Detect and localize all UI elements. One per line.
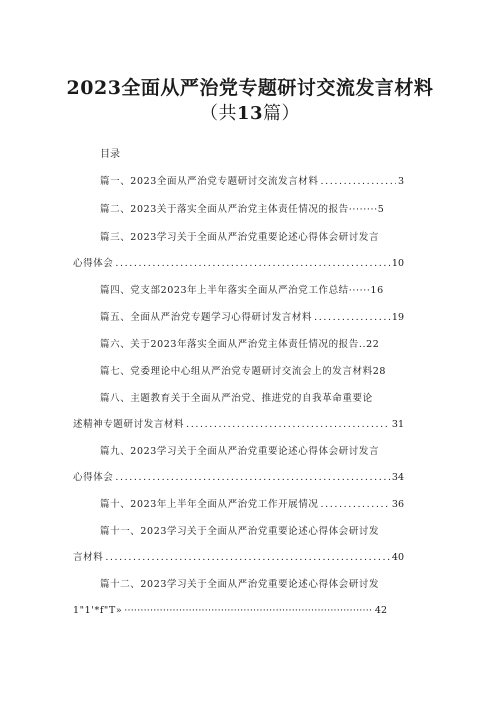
toc-entry-text: 篇七、党委理论中心组从严治党专题研讨交流会上的发言材料28: [100, 366, 386, 377]
toc-entry-12-line1[interactable]: [100, 578, 404, 592]
toc-entry-11-line1[interactable]: [100, 525, 404, 539]
toc-entry-text: 述精神专题研讨发言材料: [73, 419, 185, 430]
toc-entry-text: 篇六、关于2023年落实全面从严治党主体责任情况的报告..22: [100, 339, 380, 350]
toc-entry-text: 篇一、2023全面从严治党专题研讨交流发言材料: [100, 176, 319, 187]
toc-entry-6[interactable]: [100, 338, 404, 352]
toc-page-number: 31: [391, 419, 404, 430]
subtitle-count: 13: [236, 103, 264, 124]
toc-page-number: 34: [391, 472, 404, 483]
toc-entry-8-line1[interactable]: [100, 392, 404, 406]
toc-entry-text: 篇二、2023关于落实全面从严治党主体责任情况的报告········5: [100, 204, 385, 215]
toc-entry-2[interactable]: [100, 203, 404, 217]
subtitle-close: 篇）: [263, 103, 301, 124]
toc-entry-text: 篇十一、2023学习关于全面从严治党重要论述心得体会研讨发: [100, 526, 380, 537]
toc-entry-text: 篇五、全面从严治党专题学习心得研讨发言材料: [100, 312, 313, 323]
toc-page-number: 3: [397, 176, 404, 187]
toc-entry-text: 1"1'*f"T»: [73, 605, 123, 616]
toc-leader-dots: [124, 604, 373, 618]
toc-page-number: 10: [391, 258, 404, 269]
toc-entry-3-line1[interactable]: [100, 231, 404, 245]
toc-entry-12-line2[interactable]: [73, 604, 387, 618]
toc-page-number: 42: [374, 605, 387, 616]
toc-entry-text: 篇十二、2023学习关于全面从严治党重要论述心得体会研讨发: [100, 579, 380, 590]
toc-entry-9-line1[interactable]: [100, 445, 404, 459]
toc-entry-text: 心得体会: [73, 258, 114, 269]
toc-entry-4[interactable]: [100, 284, 404, 298]
toc-leader-dots: [320, 498, 389, 512]
toc-leader-dots: [186, 418, 390, 432]
toc-entry-text: 心得体会: [73, 472, 114, 483]
toc-entry-text: 言材料: [73, 552, 104, 563]
toc-entry-text: 篇九、2023学习关于全面从严治党重要论述心得体会研讨发言: [100, 446, 380, 457]
document-subtitle: [0, 102, 500, 126]
toc-leader-dots: [105, 551, 390, 565]
toc-heading: 目录: [100, 149, 120, 160]
toc-entry-3-line2[interactable]: [73, 257, 404, 271]
toc-entry-7[interactable]: [100, 365, 404, 379]
toc-page-number: 36: [391, 499, 404, 510]
toc-entry-1[interactable]: [100, 175, 404, 189]
toc-entry-11-line2[interactable]: [73, 551, 404, 565]
toc-entry-text: 篇八、主题教育关于全面从严治党、推进党的自我革命重要论: [100, 393, 373, 404]
toc-entry-text: 篇十、2023年上半年全面从严治党工作开展情况: [100, 499, 319, 510]
toc-leader-dots: [314, 311, 390, 325]
toc-page-number: 19: [391, 312, 404, 323]
toc-leader-dots: [115, 257, 390, 271]
toc-entry-text: 篇四、党支部2023年上半年落实全面从严治党工作总结······16: [100, 285, 384, 296]
toc-leader-dots: [320, 175, 395, 189]
document-title: 2023全面从严治党专题研讨交流发言材料: [66, 77, 434, 99]
toc-page-number: 40: [391, 552, 404, 563]
toc-entry-10[interactable]: [100, 498, 404, 512]
toc-entry-9-line2[interactable]: [73, 471, 404, 485]
toc-entry-text: 篇三、2023学习关于全面从严治党重要论述心得体会研讨发言: [100, 232, 380, 243]
subtitle-open: （共: [199, 103, 237, 124]
toc-entry-8-line2[interactable]: [73, 418, 404, 432]
toc-leader-dots: [115, 471, 390, 485]
toc-entry-5[interactable]: [100, 311, 404, 325]
